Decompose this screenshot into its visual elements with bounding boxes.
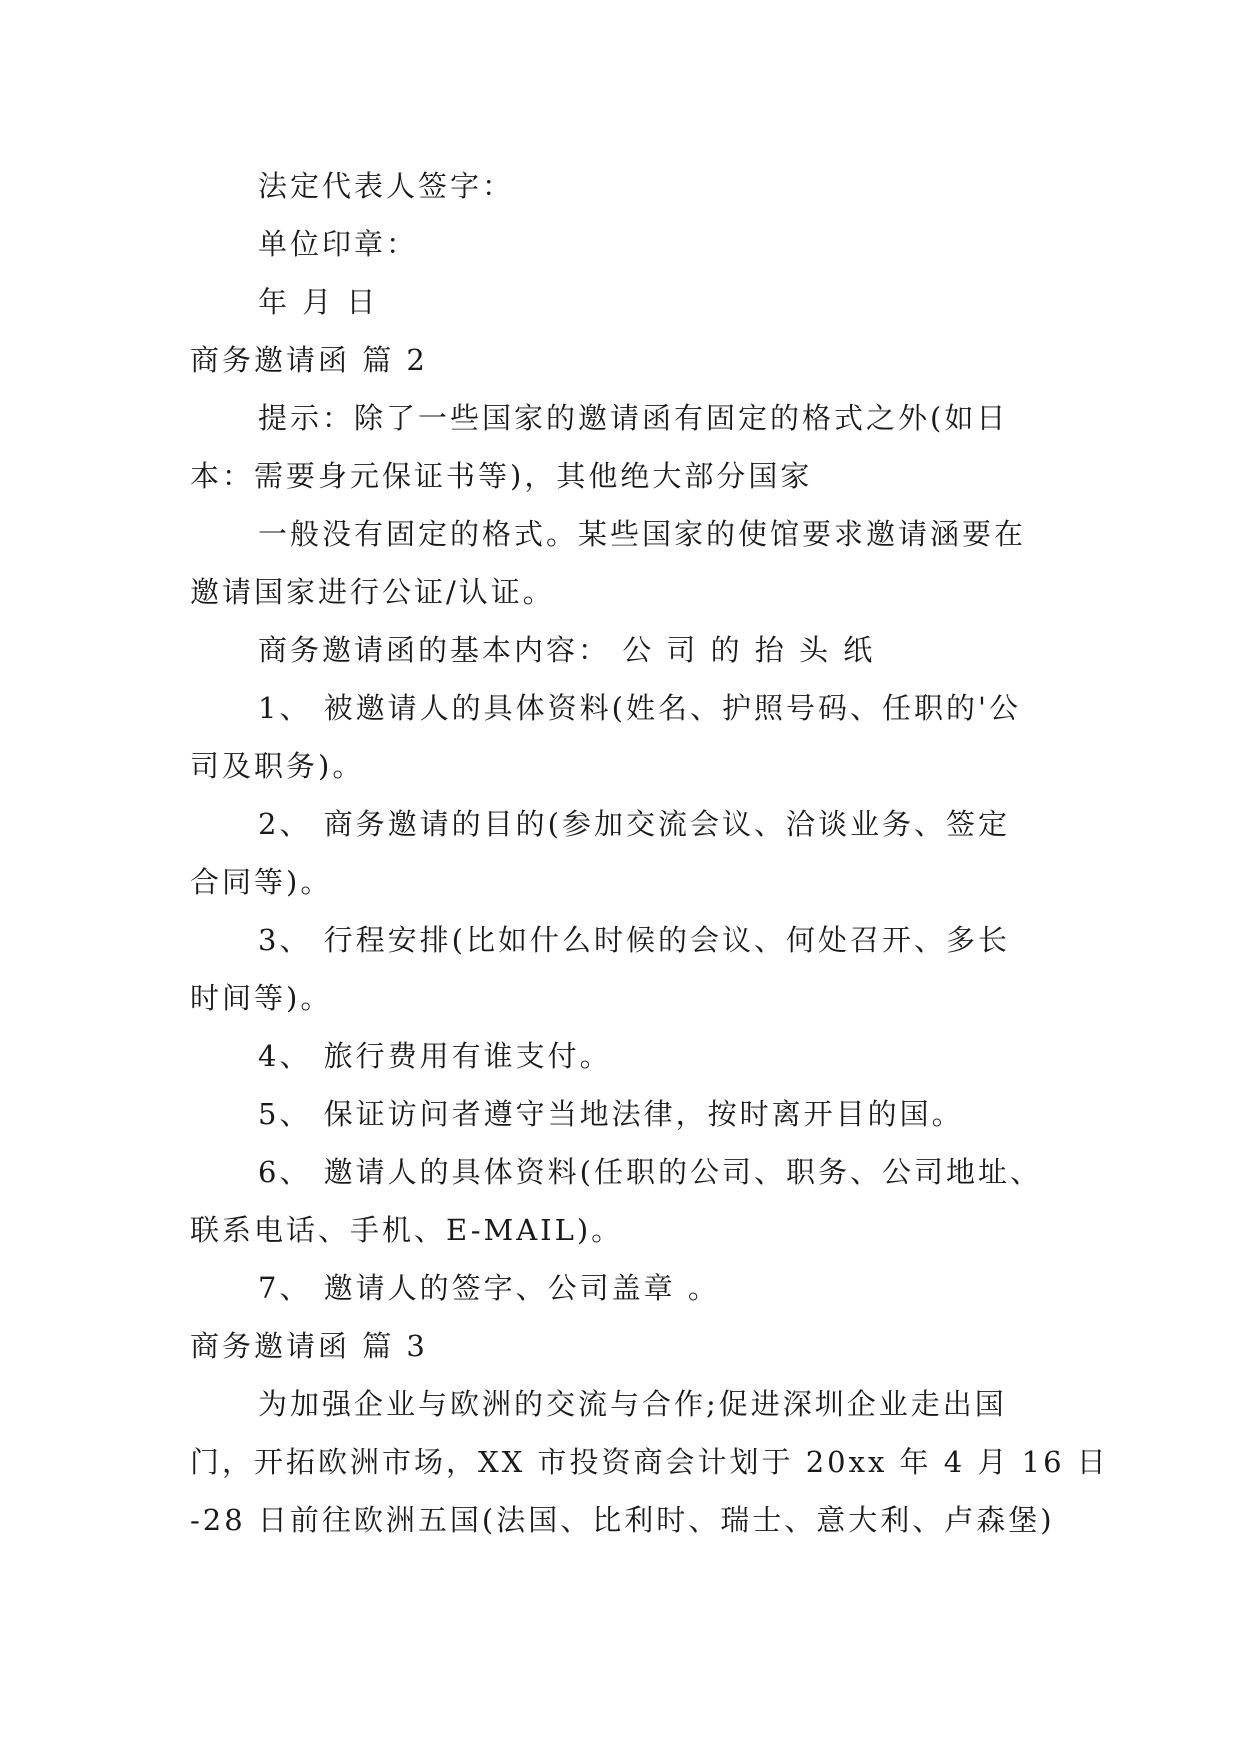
list-item-3-continued: 时间等)。 bbox=[190, 981, 333, 1015]
company-seal-line: 单位印章： bbox=[258, 227, 419, 261]
date-line: 年 月 日 bbox=[258, 285, 379, 319]
paragraph-line: 邀请国家进行公证/认证。 bbox=[190, 575, 555, 609]
list-item-1-continued: 司及职务)。 bbox=[190, 749, 365, 783]
list-item-1: 1、 被邀请人的具体资料(姓名、护照号码、任职的'公 bbox=[258, 691, 1021, 725]
paragraph-line: -28 日前往欧洲五国(法国、比利时、瑞士、意大利、卢森堡) bbox=[190, 1503, 1055, 1537]
paragraph-line: 一般没有固定的格式。某些国家的使馆要求邀请涵要在 bbox=[258, 517, 1027, 551]
paragraph-line: 提示：除了一些国家的邀请函有固定的格式之外(如日 bbox=[258, 401, 1009, 435]
paragraph-line: 门，开拓欧洲市场，XX 市投资商会计划于 20xx 年 4 月 16 日 bbox=[190, 1445, 1109, 1479]
section-2-heading: 商务邀请函 篇 2 bbox=[190, 343, 428, 377]
list-item-7: 7、 邀请人的签字、公司盖章 。 bbox=[258, 1271, 720, 1305]
section-3-heading: 商务邀请函 篇 3 bbox=[190, 1329, 428, 1363]
list-item-6: 6、 邀请人的具体资料(任职的公司、职务、公司地址、 bbox=[258, 1155, 1042, 1189]
paragraph-line: 本：需要身元保证书等)，其他绝大部分国家 bbox=[190, 459, 813, 493]
list-item-2-continued: 合同等)。 bbox=[190, 865, 333, 899]
list-item-5: 5、 保证访问者遵守当地法律，按时离开目的国。 bbox=[258, 1097, 964, 1131]
paragraph-line: 商务邀请函的基本内容： 公 司 的 抬 头 纸 bbox=[258, 633, 876, 667]
list-item-6-continued: 联系电话、手机、E-MAIL)。 bbox=[190, 1213, 624, 1247]
list-item-4: 4、 旅行费用有谁支付。 bbox=[258, 1039, 612, 1073]
list-item-3: 3、 行程安排(比如什么时候的会议、何处召开、多长 bbox=[258, 923, 1010, 957]
list-item-2: 2、 商务邀请的目的(参加交流会议、洽谈业务、签定 bbox=[258, 807, 1010, 841]
paragraph-line: 为加强企业与欧洲的交流与合作;促进深圳企业走出国 bbox=[258, 1387, 1007, 1421]
legal-rep-signature-line: 法定代表人签字： bbox=[258, 169, 515, 203]
